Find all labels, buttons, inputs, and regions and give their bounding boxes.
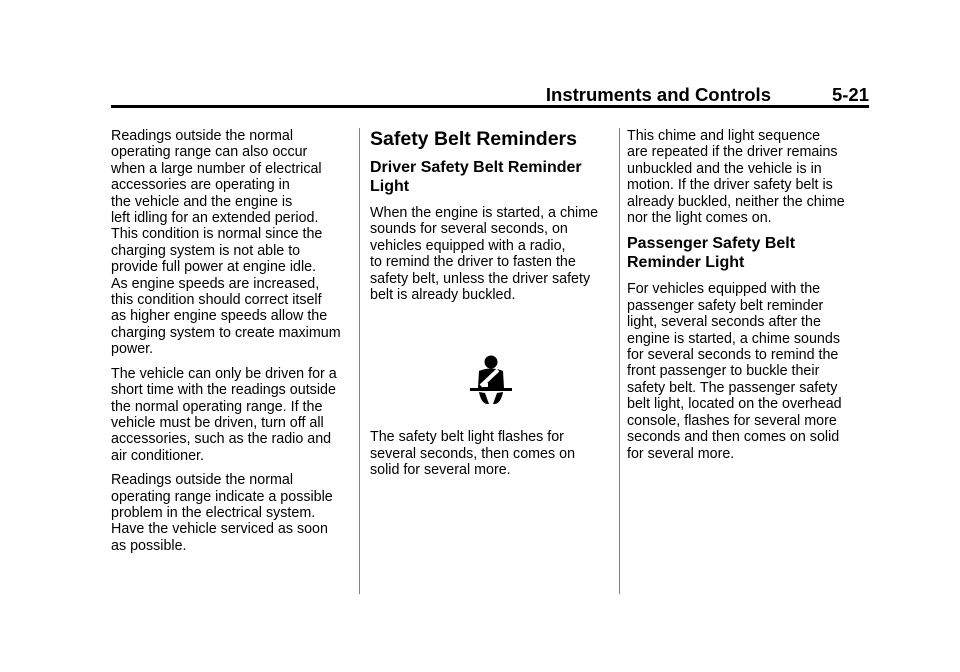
text-line: belt light, located on the overhead <box>627 396 842 413</box>
text-line: are repeated if the driver remains <box>627 144 838 161</box>
text-line: This chime and light sequence <box>627 128 821 144</box>
text-line: This condition is normal since the <box>111 226 323 243</box>
column-right <box>627 128 872 470</box>
text-line: The vehicle can only be driven for a <box>111 365 337 382</box>
column-left <box>111 128 356 562</box>
text-line: for several seconds to remind the <box>627 347 839 364</box>
text-line: light, several seconds after the <box>627 314 821 331</box>
text-line: motion. If the driver safety belt is <box>627 177 833 194</box>
text-line: nor the light comes on. <box>627 210 772 227</box>
text-line: safety belt, unless the driver safety <box>370 270 591 287</box>
text-line: seconds and then comes on solid <box>627 429 840 446</box>
text-line: several seconds, then comes on <box>370 445 576 462</box>
paragraph <box>370 205 610 303</box>
column-middle <box>370 128 610 487</box>
heading-line: Reminder Light <box>627 254 745 272</box>
paragraph <box>627 281 872 461</box>
text-line: problem in the electrical system. <box>111 504 316 521</box>
text-line: Have the vehicle serviced as soon <box>111 521 328 538</box>
subsection-heading <box>627 234 872 272</box>
section-heading: Safety Belt Reminders <box>370 128 577 150</box>
text-line: left idling for an extended period. <box>111 210 319 227</box>
text-line: charging system to create maximum <box>111 324 341 341</box>
text-line: solid for several more. <box>370 462 511 479</box>
text-line: safety belt. The passenger safety <box>627 379 838 396</box>
text-line: air conditioner. <box>111 447 204 464</box>
text-line: the normal operating range. If the <box>111 398 323 415</box>
text-line: front passenger to buckle their <box>627 363 820 380</box>
text-line: sounds for several seconds, on <box>370 221 568 238</box>
header-rule <box>111 105 869 108</box>
text-line: Readings outside the normal <box>111 472 293 489</box>
text-line: accessories are operating in <box>111 177 290 194</box>
text-line: engine is started, a chime sounds <box>627 330 840 347</box>
text-line: the vehicle and the engine is <box>111 193 293 210</box>
text-line: passenger safety belt reminder <box>627 297 824 314</box>
text-line: to remind the driver to fasten the <box>370 254 576 271</box>
page-header <box>111 84 869 106</box>
text-line: vehicles equipped with a radio, <box>370 237 566 254</box>
text-line: power. <box>111 341 154 358</box>
text-line: as possible. <box>111 537 187 554</box>
text-line: operating range can also occur <box>111 144 308 161</box>
column-divider <box>359 128 360 594</box>
heading-line: Passenger Safety Belt <box>627 235 796 253</box>
paragraph <box>111 366 356 464</box>
text-line: For vehicles equipped with the <box>627 281 821 298</box>
text-line: Readings outside the normal <box>111 128 293 144</box>
paragraph <box>627 128 872 226</box>
heading-line: Driver Safety Belt Reminder <box>370 159 582 176</box>
text-line: belt is already buckled. <box>370 287 516 304</box>
text-line: When the engine is started, a chime <box>370 205 599 221</box>
text-line: provide full power at engine idle. <box>111 259 317 276</box>
text-line: As engine speeds are increased, <box>111 275 320 292</box>
text-line: short time with the readings outside <box>111 382 336 399</box>
paragraph <box>111 128 356 358</box>
text-line: unbuckled and the vehicle is in <box>627 160 822 177</box>
column-divider <box>619 128 620 594</box>
text-line: The safety belt light flashes for <box>370 429 564 446</box>
text-line: charging system is not able to <box>111 242 301 259</box>
text-line: as higher engine speeds allow the <box>111 308 328 325</box>
seatbelt-reminder-icon <box>467 355 515 405</box>
text-line: operating range indicate a possible <box>111 488 333 505</box>
heading-line: Light <box>370 178 410 195</box>
subsection-heading <box>370 158 610 196</box>
text-line: console, flashes for several more <box>627 412 837 429</box>
paragraph <box>111 472 356 554</box>
section-title: Instruments and Controls <box>545 84 771 105</box>
seatbelt-reminder-icon <box>370 355 610 405</box>
text-line: this condition should correct itself <box>111 292 322 309</box>
text-line: when a large number of electrical <box>111 160 322 177</box>
text-line: accessories, such as the radio and <box>111 431 332 448</box>
text-line: already buckled, neither the chime <box>627 193 845 210</box>
text-line: vehicle must be driven, turn off all <box>111 414 324 431</box>
paragraph <box>370 429 610 478</box>
text-line: for several more. <box>627 445 735 462</box>
page-number: 5-21 <box>831 84 869 105</box>
